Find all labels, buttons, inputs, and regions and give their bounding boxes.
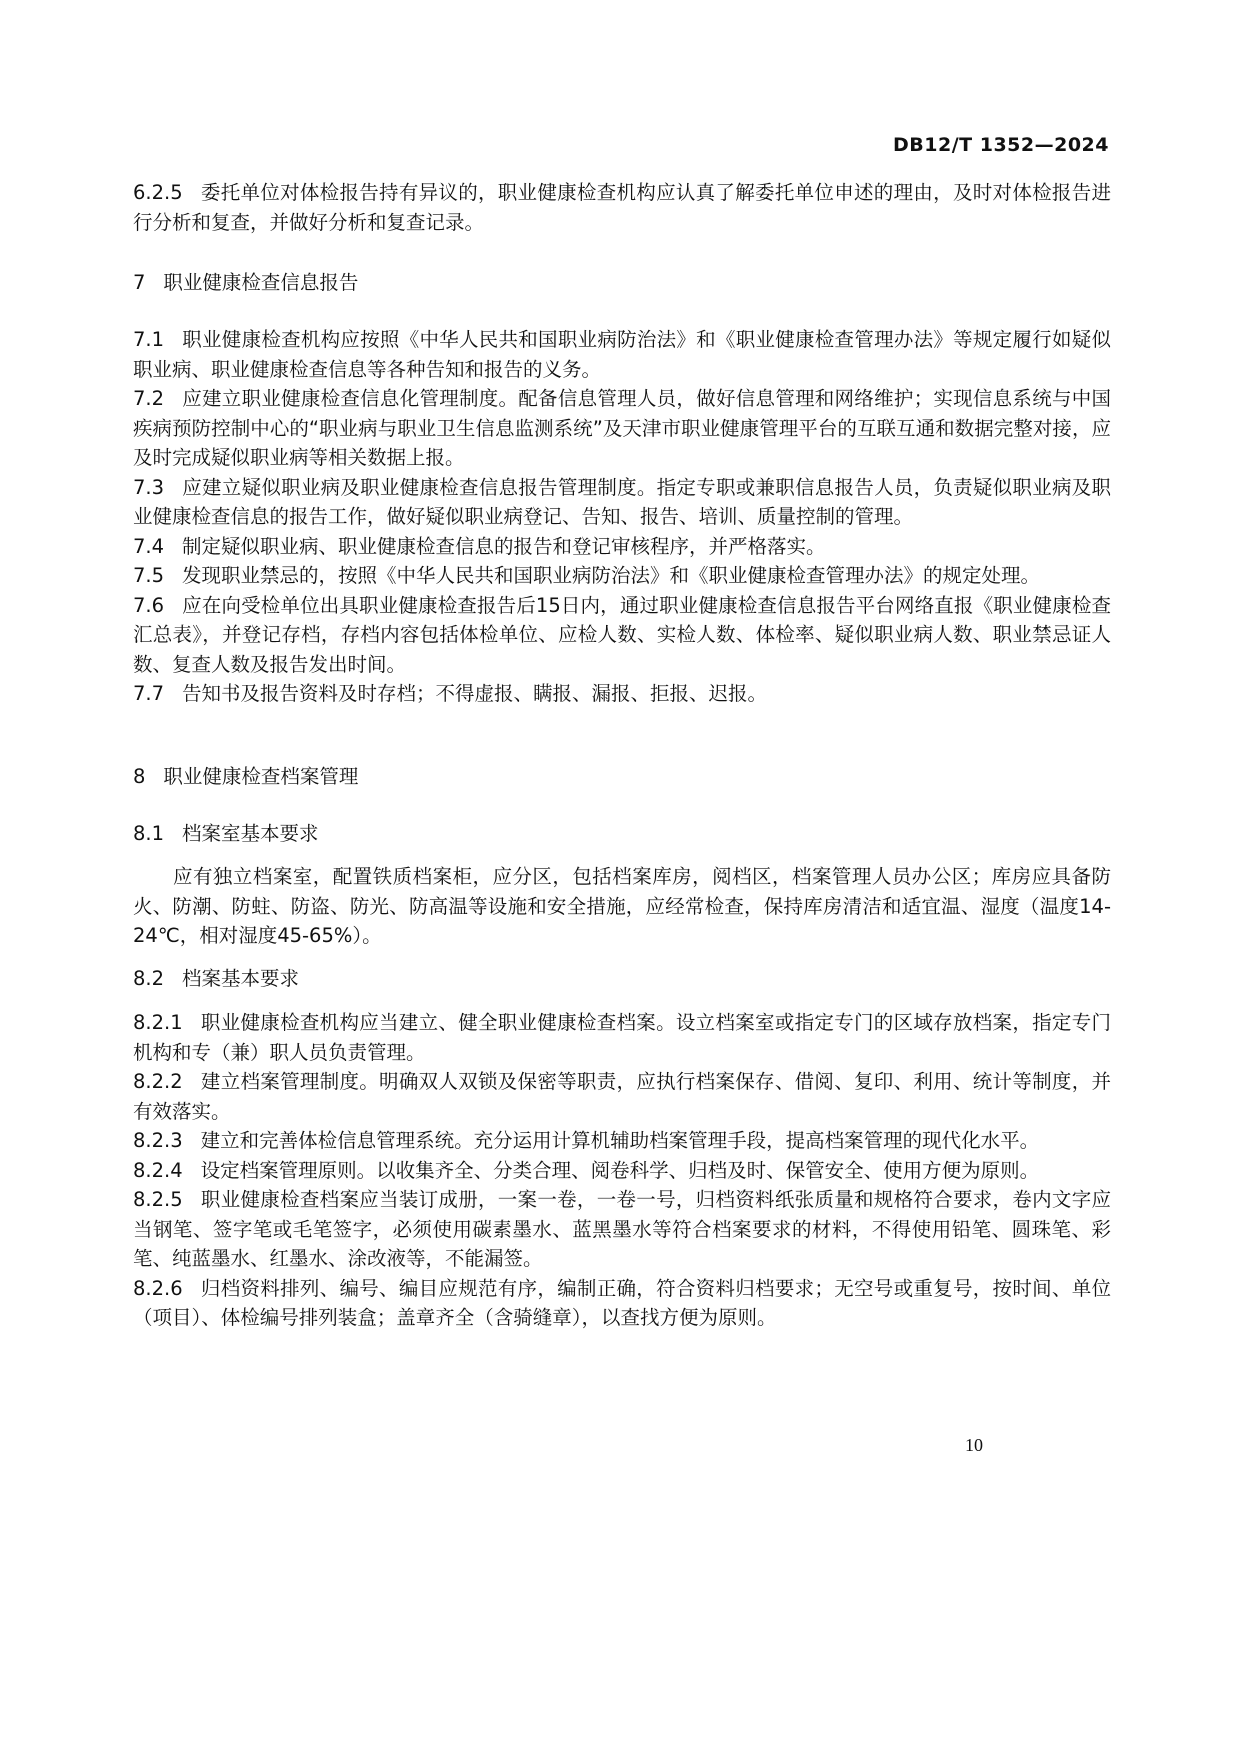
clause-8-2-2	[133, 1067, 1111, 1126]
clause-number: 8.2.5	[133, 1188, 183, 1211]
clause-7-4	[133, 532, 1111, 562]
paragraph-text: 应有独立档案室，配置铁质档案柜，应分区，包括档案库房，阅档区，档案管理人员办公区；库房应具备防火、防潮、防蛀、防盗、防光、防高温等设施和安全措施，应经常检查，保持库房清洁和适宜温、湿度（温度14-24℃，相对湿度45-65%）。	[133, 865, 1111, 947]
clause-number: 8.2.4	[133, 1158, 183, 1182]
clause-number: 8.2.3	[133, 1129, 183, 1152]
subsection-8-2-heading	[133, 964, 1111, 994]
clause-number: 6.2.5	[133, 181, 183, 204]
clause-number: 8.2.1	[133, 1011, 183, 1034]
subsection-8-1-body	[133, 862, 1111, 951]
clause-text: 职业健康检查机构应当建立、健全职业健康检查档案。设立档案室或指定专门的区域存放档案，指定专门机构和专（兼）职人员负责管理。	[133, 1011, 1111, 1064]
section-8-heading	[133, 762, 1111, 792]
clause-7-6	[133, 591, 1111, 680]
subsection-title: 档案室基本要求	[182, 822, 319, 845]
clause-number: 8.2.6	[133, 1276, 183, 1300]
clause-number: 7.4	[133, 534, 165, 558]
clause-text: 归档资料排列、编号、编目应规范有序，编制正确，符合资料归档要求；无空号或重复号，按时间、单位（项目）、体检编号排列装盒；盖章齐全（含骑缝章），以查找方便为原则。	[133, 1276, 1111, 1329]
subsection-title: 档案基本要求	[182, 967, 300, 990]
clause-text: 应建立职业健康检查信息化管理制度。配备信息管理人员，做好信息管理和网络维护；实现信息系统与中国疾病预防控制中心的“职业病与职业卫生信息监测系统”及天津市职业健康管理平台的互联互通和数据完整对接，应及时完成疑似职业病等相关数据上报。	[133, 387, 1111, 469]
clause-text: 制定疑似职业病、职业健康检查信息的报告和登记审核程序，并严格落实。	[182, 534, 826, 558]
clause-text: 建立和完善体检信息管理系统。充分运用计算机辅助档案管理手段，提高档案管理的现代化水平。	[200, 1129, 1040, 1152]
subsection-8-1-heading	[133, 819, 1111, 849]
clause-text: 职业健康检查机构应按照《中华人民共和国职业病防治法》和《职业健康检查管理办法》等规定履行如疑似职业病、职业健康检查信息等各种告知和报告的义务。	[133, 328, 1111, 381]
clause-text: 职业健康检查档案应当装订成册，一案一卷，一卷一号，归档资料纸张质量和规格符合要求，卷内文字应当钢笔、签字笔或毛笔签字，必须使用碳素墨水、蓝黑墨水等符合档案要求的材料，不得使用铅笔、圆珠笔、彩笔、纯蓝墨水、红墨水、涂改液等，不能漏签。	[133, 1188, 1111, 1270]
section-7-clauses	[133, 325, 1111, 709]
section-title: 职业健康检查信息报告	[163, 271, 359, 294]
clause-text: 建立档案管理制度。明确双人双锁及保密等职责，应执行档案保存、借阅、复印、利用、统计等制度，并有效落实。	[133, 1070, 1111, 1123]
clause-8-2-1	[133, 1008, 1111, 1067]
clause-number: 7.6	[133, 593, 165, 617]
clause-number: 8.2.2	[133, 1070, 183, 1093]
section-7-heading	[133, 268, 1111, 298]
clause-8-2-4	[133, 1156, 1111, 1186]
subsection-8-2-clauses	[133, 1008, 1111, 1333]
section-title: 职业健康检查档案管理	[163, 765, 359, 788]
section-number: 7	[133, 271, 146, 294]
subsection-number: 8.2	[133, 967, 165, 990]
clause-text: 告知书及报告资料及时存档；不得虚报、瞒报、漏报、拒报、迟报。	[182, 682, 768, 705]
clause-7-1	[133, 325, 1111, 384]
clause-text: 设定档案管理原则。以收集齐全、分类合理、阅卷科学、归档及时、保管安全、使用方便为原则。	[200, 1158, 1040, 1182]
standard-code-header: DB12/T 1352—2024	[893, 134, 1109, 156]
subsection-number: 8.1	[133, 822, 165, 845]
clause-8-2-6	[133, 1274, 1111, 1333]
page-number: 10	[965, 1435, 983, 1455]
clause-8-2-3	[133, 1126, 1111, 1156]
clause-text: 应建立疑似职业病及职业健康检查信息报告管理制度。指定专职或兼职信息报告人员，负责疑似职业病及职业健康检查信息的报告工作，做好疑似职业病登记、告知、报告、培训、质量控制的管理。	[133, 475, 1111, 528]
clause-number: 7.7	[133, 682, 165, 705]
clause-number: 7.3	[133, 475, 165, 499]
clause-7-2	[133, 384, 1111, 473]
clause-number: 7.1	[133, 328, 165, 351]
clause-7-3	[133, 473, 1111, 532]
clause-text: 委托单位对体检报告持有异议的，职业健康检查机构应认真了解委托单位申述的理由，及时对体检报告进行分析和复查，并做好分析和复查记录。	[133, 181, 1111, 234]
clause-text: 应在向受检单位出具职业健康检查报告后15日内，通过职业健康检查信息报告平台网络直报《职业健康检查汇总表》，并登记存档，存档内容包括体检单位、应检人数、实检人数、体检率、疑似职业病人数、职业禁忌证人数、复查人数及报告发出时间。	[133, 593, 1111, 676]
clause-7-7	[133, 679, 1111, 709]
clause-7-5	[133, 561, 1111, 591]
clause-number: 7.5	[133, 564, 165, 587]
clause-8-2-5	[133, 1185, 1111, 1274]
clause-text: 发现职业禁忌的，按照《中华人民共和国职业病防治法》和《职业健康检查管理办法》的规定处理。	[182, 564, 1041, 587]
section-number: 8	[133, 765, 146, 788]
clause-number: 7.2	[133, 387, 165, 410]
clause-6-2-5	[133, 178, 1111, 237]
